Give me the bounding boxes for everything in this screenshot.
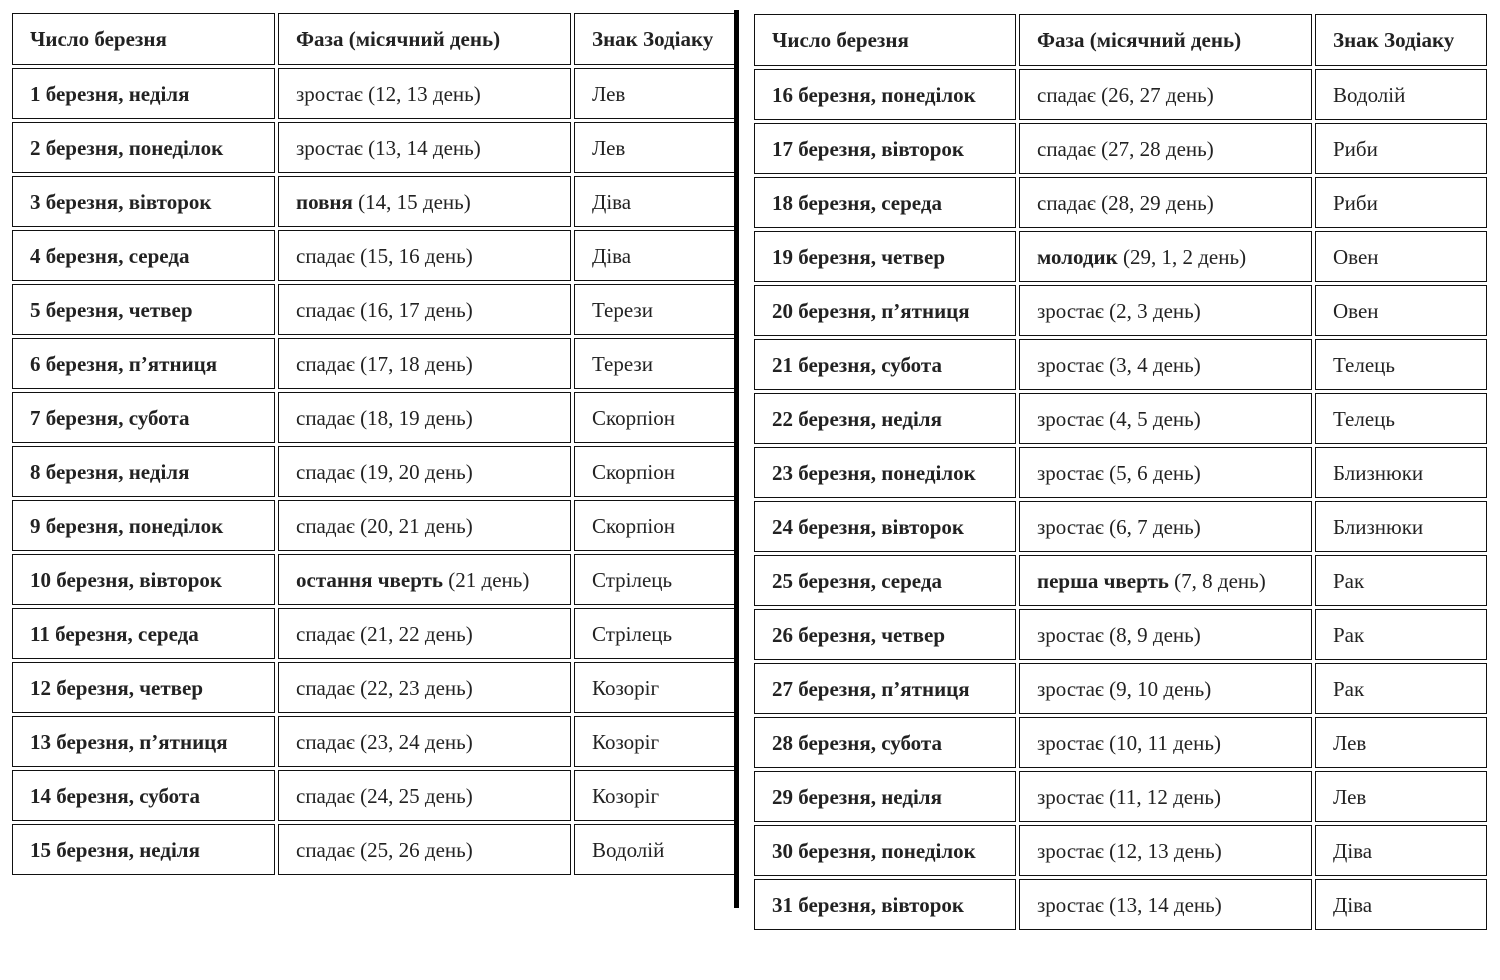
row-phase: [1019, 69, 1312, 120]
phase-detail: спадає (26, 27 день): [1037, 82, 1214, 107]
table-row: [754, 717, 1487, 768]
row-zodiac: Діва: [574, 176, 737, 227]
row-date: 16 березня, понеділок: [754, 69, 1016, 120]
row-phase: [1019, 501, 1312, 552]
header-zodiac: Знак Зодіаку: [574, 13, 737, 65]
phase-detail: спадає (17, 18 день): [296, 351, 473, 376]
row-zodiac: Водолій: [1315, 69, 1487, 120]
table-row: [754, 339, 1487, 390]
phase-detail: спадає (22, 23 день): [296, 675, 473, 700]
header-phase: Фаза (місячний день): [1019, 14, 1312, 66]
row-date: 1 березня, неділя: [12, 68, 275, 119]
table-header-row: [12, 13, 737, 65]
row-date: 6 березня, п’ятниця: [12, 338, 275, 389]
row-phase: [1019, 771, 1312, 822]
row-phase: [1019, 609, 1312, 660]
row-phase: [1019, 555, 1312, 606]
row-phase: [278, 176, 571, 227]
row-zodiac: Діва: [574, 230, 737, 281]
row-date: 31 березня, вівторок: [754, 879, 1016, 930]
phase-detail: зростає (4, 5 день): [1037, 406, 1201, 431]
table-row: [12, 662, 737, 713]
row-phase: [278, 554, 571, 605]
phase-detail: (7, 8 день): [1168, 568, 1266, 593]
row-zodiac: Рак: [1315, 555, 1487, 606]
table-row: [12, 554, 737, 605]
row-zodiac: Діва: [1315, 825, 1487, 876]
row-date: 3 березня, вівторок: [12, 176, 275, 227]
table-row: [12, 716, 737, 767]
phase-detail: зростає (13, 14 день): [1037, 892, 1222, 917]
row-zodiac: Скорпіон: [574, 500, 737, 551]
table-row: [754, 609, 1487, 660]
row-phase: [1019, 879, 1312, 930]
table-row: [12, 824, 737, 875]
table-row: [754, 393, 1487, 444]
row-date: 20 березня, п’ятниця: [754, 285, 1016, 336]
phase-detail: спадає (24, 25 день): [296, 783, 473, 808]
phase-name: молодик: [1037, 244, 1118, 269]
phase-detail: зростає (12, 13 день): [296, 81, 481, 106]
table-row: [754, 663, 1487, 714]
row-date: 23 березня, понеділок: [754, 447, 1016, 498]
phase-detail: спадає (16, 17 день): [296, 297, 473, 322]
row-phase: [1019, 123, 1312, 174]
row-phase: [278, 230, 571, 281]
row-zodiac: Лев: [1315, 717, 1487, 768]
row-date: 15 березня, неділя: [12, 824, 275, 875]
phase-detail: зростає (10, 11 день): [1037, 730, 1221, 755]
row-date: 14 березня, субота: [12, 770, 275, 821]
phase-detail: спадає (25, 26 день): [296, 837, 473, 862]
row-phase: [278, 662, 571, 713]
row-date: 24 березня, вівторок: [754, 501, 1016, 552]
row-zodiac: Рак: [1315, 609, 1487, 660]
row-phase: [278, 122, 571, 173]
table-row: [754, 501, 1487, 552]
phase-detail: спадає (21, 22 день): [296, 621, 473, 646]
row-zodiac: Козоріг: [574, 716, 737, 767]
lunar-calendar-table-left: [9, 10, 740, 878]
row-phase: [278, 716, 571, 767]
phase-detail: зростає (11, 12 день): [1037, 784, 1221, 809]
row-phase: [1019, 393, 1312, 444]
phase-detail: спадає (28, 29 день): [1037, 190, 1214, 215]
row-phase: [1019, 825, 1312, 876]
row-date: 5 березня, четвер: [12, 284, 275, 335]
row-date: 25 березня, середа: [754, 555, 1016, 606]
table-row: [12, 500, 737, 551]
row-zodiac: Водолій: [574, 824, 737, 875]
row-phase: [1019, 231, 1312, 282]
phase-detail: (29, 1, 2 день): [1117, 244, 1247, 269]
row-zodiac: Стрілець: [574, 608, 737, 659]
table-row: [754, 69, 1487, 120]
row-phase: [278, 824, 571, 875]
table-row: [12, 68, 737, 119]
column-divider: [734, 10, 739, 908]
row-zodiac: Рак: [1315, 663, 1487, 714]
table-row: [12, 176, 737, 227]
row-zodiac: Лев: [1315, 771, 1487, 822]
row-zodiac: Скорпіон: [574, 392, 737, 443]
row-phase: [278, 338, 571, 389]
table-row: [754, 123, 1487, 174]
row-zodiac: Терези: [574, 338, 737, 389]
row-date: 2 березня, понеділок: [12, 122, 275, 173]
row-zodiac: Риби: [1315, 177, 1487, 228]
row-date: 29 березня, неділя: [754, 771, 1016, 822]
phase-detail: зростає (5, 6 день): [1037, 460, 1201, 485]
table-row: [12, 608, 737, 659]
row-date: 21 березня, субота: [754, 339, 1016, 390]
row-date: 18 березня, середа: [754, 177, 1016, 228]
row-zodiac: Скорпіон: [574, 446, 737, 497]
phase-detail: спадає (20, 21 день): [296, 513, 473, 538]
phase-detail: зростає (9, 10 день): [1037, 676, 1212, 701]
row-zodiac: Овен: [1315, 285, 1487, 336]
row-phase: [278, 284, 571, 335]
row-phase: [1019, 447, 1312, 498]
phase-detail: (21 день): [443, 567, 530, 592]
row-zodiac: Терези: [574, 284, 737, 335]
row-date: 27 березня, п’ятниця: [754, 663, 1016, 714]
row-date: 4 березня, середа: [12, 230, 275, 281]
row-zodiac: Овен: [1315, 231, 1487, 282]
row-zodiac: Телець: [1315, 339, 1487, 390]
table-row: [754, 447, 1487, 498]
row-phase: [278, 770, 571, 821]
phase-name: повня: [296, 189, 353, 214]
table-row: [754, 825, 1487, 876]
phase-name: остання чверть: [296, 567, 444, 592]
phase-detail: спадає (19, 20 день): [296, 459, 473, 484]
row-zodiac: Діва: [1315, 879, 1487, 930]
header-zodiac: Знак Зодіаку: [1315, 14, 1487, 66]
row-date: 7 березня, субота: [12, 392, 275, 443]
row-zodiac: Лев: [574, 68, 737, 119]
row-phase: [1019, 717, 1312, 768]
row-phase: [278, 68, 571, 119]
table-row: [754, 771, 1487, 822]
row-phase: [1019, 663, 1312, 714]
row-zodiac: Стрілець: [574, 554, 737, 605]
row-date: 30 березня, понеділок: [754, 825, 1016, 876]
row-zodiac: Риби: [1315, 123, 1487, 174]
header-date: Число березня: [754, 14, 1016, 66]
row-phase: [278, 392, 571, 443]
phase-detail: зростає (12, 13 день): [1037, 838, 1222, 863]
phase-detail: спадає (23, 24 день): [296, 729, 473, 754]
phase-detail: спадає (27, 28 день): [1037, 136, 1214, 161]
row-zodiac: Козоріг: [574, 770, 737, 821]
phase-detail: зростає (2, 3 день): [1037, 298, 1201, 323]
phase-detail: зростає (8, 9 день): [1037, 622, 1201, 647]
row-phase: [1019, 339, 1312, 390]
row-date: 10 березня, вівторок: [12, 554, 275, 605]
row-zodiac: Телець: [1315, 393, 1487, 444]
table-row: [754, 879, 1487, 930]
table-row: [754, 285, 1487, 336]
row-zodiac: Близнюки: [1315, 501, 1487, 552]
phase-detail: зростає (3, 4 день): [1037, 352, 1201, 377]
table-row: [12, 770, 737, 821]
header-date: Число березня: [12, 13, 275, 65]
row-zodiac: Близнюки: [1315, 447, 1487, 498]
row-date: 22 березня, неділя: [754, 393, 1016, 444]
table-row: [12, 122, 737, 173]
row-date: 9 березня, понеділок: [12, 500, 275, 551]
table-row: [12, 338, 737, 389]
phase-detail: спадає (15, 16 день): [296, 243, 473, 268]
row-zodiac: Лев: [574, 122, 737, 173]
table-row: [754, 555, 1487, 606]
row-date: 26 березня, четвер: [754, 609, 1016, 660]
lunar-calendar-table-right: [751, 11, 1490, 933]
table-row: [12, 230, 737, 281]
phase-detail: спадає (18, 19 день): [296, 405, 473, 430]
row-date: 19 березня, четвер: [754, 231, 1016, 282]
table-row: [12, 446, 737, 497]
header-phase: Фаза (місячний день): [278, 13, 571, 65]
table-row: [754, 231, 1487, 282]
table-row: [12, 284, 737, 335]
row-date: 17 березня, вівторок: [754, 123, 1016, 174]
row-date: 28 березня, субота: [754, 717, 1016, 768]
row-phase: [278, 446, 571, 497]
row-phase: [1019, 177, 1312, 228]
row-date: 12 березня, четвер: [12, 662, 275, 713]
row-phase: [278, 500, 571, 551]
row-date: 8 березня, неділя: [12, 446, 275, 497]
phase-detail: (14, 15 день): [352, 189, 471, 214]
row-date: 11 березня, середа: [12, 608, 275, 659]
phase-detail: зростає (13, 14 день): [296, 135, 481, 160]
phase-name: перша чверть: [1037, 568, 1169, 593]
table-row: [754, 177, 1487, 228]
row-phase: [278, 608, 571, 659]
table-row: [12, 392, 737, 443]
table-header-row: [754, 14, 1487, 66]
phase-detail: зростає (6, 7 день): [1037, 514, 1201, 539]
row-zodiac: Козоріг: [574, 662, 737, 713]
row-date: 13 березня, п’ятниця: [12, 716, 275, 767]
row-phase: [1019, 285, 1312, 336]
